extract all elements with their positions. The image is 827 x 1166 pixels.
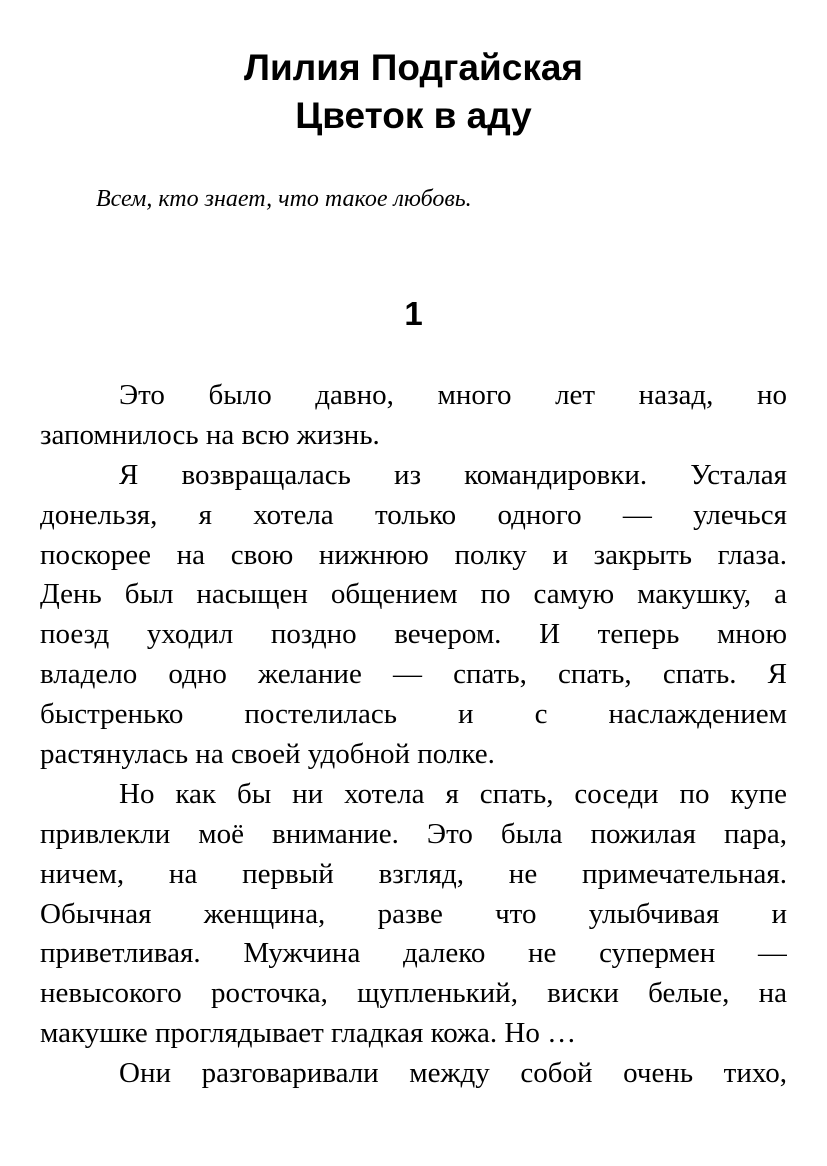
- body-text: [40, 376, 787, 1094]
- paragraph-3: [40, 775, 787, 1054]
- text-line: запомнилось на всю жизнь.: [40, 418, 380, 451]
- title-block: [0, 44, 827, 140]
- text-line: быстренько постелилась и с наслаждением: [40, 698, 787, 731]
- text-line: День был насыщен общением по самую макушку, а: [40, 578, 787, 611]
- text-line: приветливая. Мужчина далеко не супермен —: [40, 937, 787, 970]
- text-line: поскорее на свою нижнюю полку и закрыть глаза.: [40, 538, 787, 571]
- epigraph: Всем, кто знает, что такое любовь.: [96, 186, 472, 212]
- book-title: Цветок в аду: [295, 95, 532, 136]
- text-line: ничем, на первый взгляд, не примечательная.: [40, 857, 787, 890]
- paragraph-1: [40, 376, 787, 456]
- text-line: Я возвращалась из командировки. Усталая: [119, 458, 787, 491]
- text-line: Это было давно, много лет назад, но: [119, 379, 787, 411]
- text-line: Обычная женщина, разве что улыбчивая и: [40, 897, 787, 930]
- text-line: владело одно желание — спать, спать, спать. Я: [40, 658, 787, 691]
- text-line: макушке проглядывает гладкая кожа. Но …: [40, 1017, 577, 1050]
- text-line: невысокого росточка, щупленький, виски белые, на: [40, 977, 787, 1010]
- book-author: Лилия Подгайская: [243, 47, 584, 88]
- paragraph-2: [40, 456, 787, 775]
- chapter-number: 1: [404, 295, 423, 332]
- text-line: донельзя, я хотела только одного — улечься: [40, 498, 787, 531]
- text-line: привлекли моё внимание. Это была пожилая пара,: [40, 817, 787, 850]
- text-line: Но как бы ни хотела я спать, соседи по купе: [119, 777, 787, 810]
- text-line: поезд уходил поздно вечером. И теперь мною: [40, 618, 787, 651]
- text-line: растянулась на своей удобной полке.: [40, 738, 495, 771]
- paragraph-4: [40, 1054, 787, 1094]
- text-line: Они разговаривали между собой очень тихо,: [119, 1057, 787, 1090]
